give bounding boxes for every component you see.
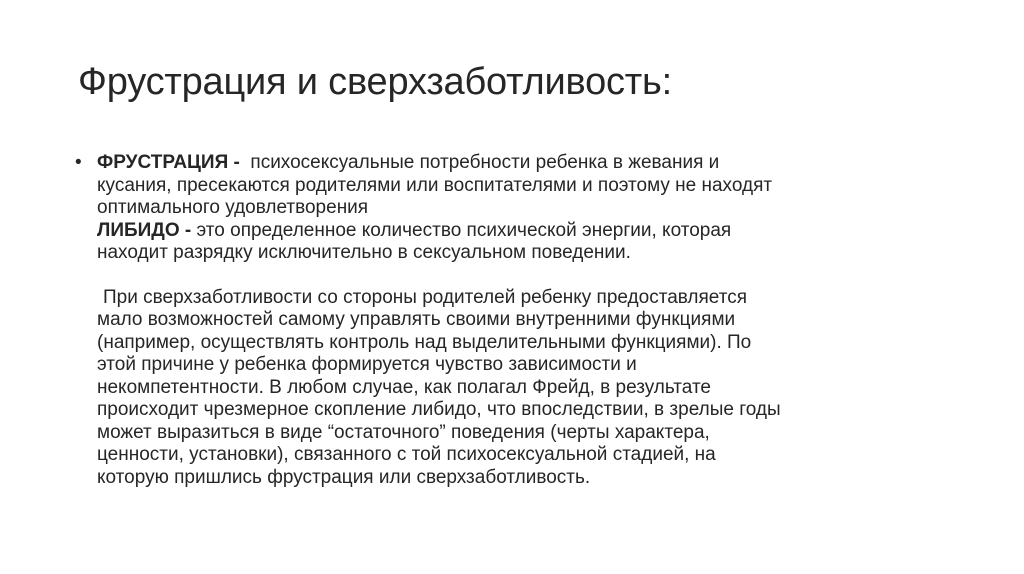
libido-text-1: это определенное количество психической энергии, которая	[191, 219, 732, 241]
slide-title: Фрустрация и сверхзаботливость:	[78, 61, 672, 103]
paragraph-gap	[97, 265, 957, 287]
libido-line-2: находит разрядку исключительно в сексуальном поведении.	[97, 242, 631, 263]
paragraph-line: может выразиться в виде “остаточного” поведения (черты характера,	[97, 421, 710, 443]
paragraph-line: которую пришлись фрустрация или сверхзаботливость.	[97, 466, 591, 488]
paragraph-line: мало возможностей самому управлять своими внутренними функциями	[97, 309, 736, 330]
libido-line-1	[97, 220, 957, 243]
frustration-term: ФРУСТРАЦИЯ -	[97, 152, 240, 173]
slide-body	[75, 152, 957, 489]
paragraph-line: ценности, установки), связанного с той психосексуальной стадией, на	[97, 444, 716, 465]
frustration-line-1	[97, 152, 957, 175]
libido-definition	[97, 220, 957, 265]
paragraph-line: некомпетентности. В любом случае, как полагал Фрейд, в результате	[97, 376, 712, 398]
frustration-line-3: оптимального удовлетворения	[97, 197, 369, 218]
overprotection-paragraph	[97, 287, 957, 490]
paragraph-line: (например, осуществлять контроль над выделительными функциями). По	[97, 331, 752, 353]
bullet-marker: •	[75, 152, 82, 173]
libido-term: ЛИБИДО -	[97, 219, 192, 241]
paragraph-line: этой причине у ребенка формируется чувство зависимости и	[97, 354, 637, 375]
paragraph-line: При сверхзаботливости со стороны родителей ребенку предоставляется	[103, 286, 748, 308]
frustration-text-1: психосексуальные потребности ребенка в жевания и	[239, 152, 720, 173]
frustration-definition	[97, 152, 957, 220]
frustration-line-2: кусания, пресекаются родителями или воспитателями и поэтому не находят	[97, 174, 773, 196]
paragraph-line: происходит чрезмерное скопление либидо, что впоследствии, в зрелые годы	[97, 399, 781, 420]
